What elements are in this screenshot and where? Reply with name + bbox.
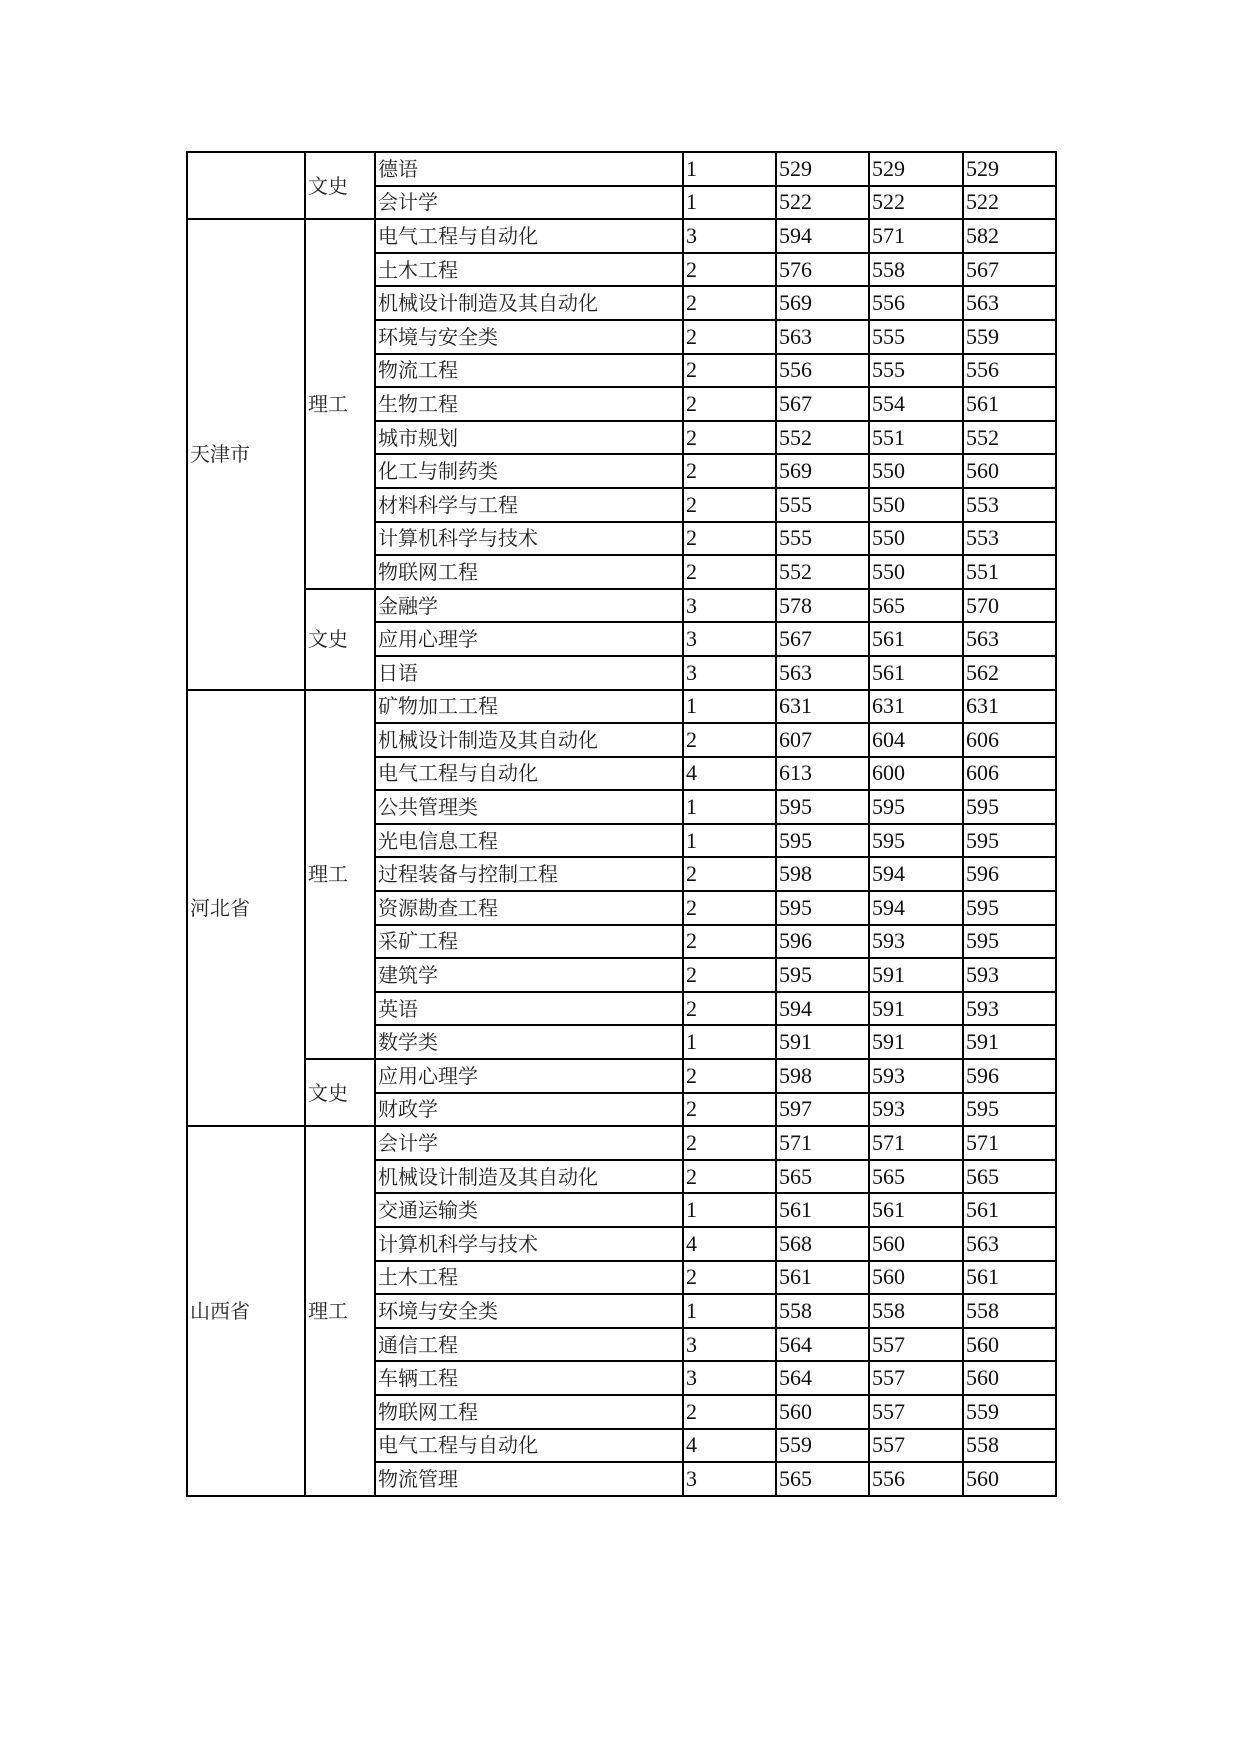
max-score-cell: 522	[776, 186, 869, 220]
subject-type-cell: 文史	[305, 589, 375, 690]
table-row	[187, 690, 1056, 724]
min-score-cell: 560	[869, 1227, 963, 1261]
avg-score-cell: 565	[963, 1160, 1056, 1194]
count-cell: 2	[683, 522, 776, 556]
major-cell: 化工与制药类	[375, 454, 683, 488]
major-cell: 城市规划	[375, 421, 683, 455]
major-cell: 金融学	[375, 589, 683, 623]
major-cell: 建筑学	[375, 958, 683, 992]
avg-score-cell: 522	[963, 186, 1056, 220]
major-cell: 材料科学与工程	[375, 488, 683, 522]
max-score-cell: 576	[776, 253, 869, 287]
min-score-cell: 557	[869, 1429, 963, 1463]
avg-score-cell: 561	[963, 387, 1056, 421]
avg-score-cell: 558	[963, 1294, 1056, 1328]
avg-score-cell: 560	[963, 1361, 1056, 1395]
count-cell: 2	[683, 958, 776, 992]
min-score-cell: 593	[869, 1093, 963, 1127]
avg-score-cell: 563	[963, 622, 1056, 656]
avg-score-cell: 567	[963, 253, 1056, 287]
avg-score-cell: 553	[963, 488, 1056, 522]
avg-score-cell: 560	[963, 1328, 1056, 1362]
count-cell: 2	[683, 992, 776, 1026]
min-score-cell: 529	[869, 152, 963, 186]
count-cell: 3	[683, 219, 776, 253]
avg-score-cell: 561	[963, 1193, 1056, 1227]
max-score-cell: 558	[776, 1294, 869, 1328]
major-cell: 英语	[375, 992, 683, 1026]
avg-score-cell: 562	[963, 656, 1056, 690]
major-cell: 土木工程	[375, 1261, 683, 1295]
min-score-cell: 550	[869, 454, 963, 488]
max-score-cell: 561	[776, 1193, 869, 1227]
min-score-cell: 591	[869, 1025, 963, 1059]
avg-score-cell: 596	[963, 1059, 1056, 1093]
min-score-cell: 550	[869, 555, 963, 589]
min-score-cell: 593	[869, 925, 963, 959]
major-cell: 资源勘查工程	[375, 891, 683, 925]
table-row	[187, 1126, 1056, 1160]
count-cell: 3	[683, 1361, 776, 1395]
max-score-cell: 569	[776, 454, 869, 488]
major-cell: 日语	[375, 656, 683, 690]
table-row	[187, 589, 1056, 623]
max-score-cell: 598	[776, 857, 869, 891]
max-score-cell: 571	[776, 1126, 869, 1160]
count-cell: 4	[683, 1429, 776, 1463]
major-cell: 物联网工程	[375, 555, 683, 589]
major-cell: 物流工程	[375, 354, 683, 388]
avg-score-cell: 560	[963, 1462, 1056, 1496]
avg-score-cell: 582	[963, 219, 1056, 253]
major-cell: 物联网工程	[375, 1395, 683, 1429]
count-cell: 1	[683, 790, 776, 824]
subject-type-cell: 文史	[305, 152, 375, 219]
avg-score-cell: 571	[963, 1126, 1056, 1160]
count-cell: 2	[683, 320, 776, 354]
avg-score-cell: 563	[963, 1227, 1056, 1261]
count-cell: 1	[683, 186, 776, 220]
count-cell: 2	[683, 454, 776, 488]
max-score-cell: 565	[776, 1462, 869, 1496]
max-score-cell: 568	[776, 1227, 869, 1261]
avg-score-cell: 595	[963, 1093, 1056, 1127]
major-cell: 计算机科学与技术	[375, 522, 683, 556]
avg-score-cell: 595	[963, 824, 1056, 858]
max-score-cell: 552	[776, 421, 869, 455]
min-score-cell: 631	[869, 690, 963, 724]
max-score-cell: 564	[776, 1361, 869, 1395]
major-cell: 财政学	[375, 1093, 683, 1127]
max-score-cell: 555	[776, 522, 869, 556]
min-score-cell: 556	[869, 1462, 963, 1496]
major-cell: 会计学	[375, 186, 683, 220]
count-cell: 2	[683, 1261, 776, 1295]
table-row	[187, 219, 1056, 253]
major-cell: 机械设计制造及其自动化	[375, 723, 683, 757]
count-cell: 2	[683, 1395, 776, 1429]
count-cell: 1	[683, 1193, 776, 1227]
major-cell: 电气工程与自动化	[375, 219, 683, 253]
avg-score-cell: 593	[963, 992, 1056, 1026]
count-cell: 2	[683, 555, 776, 589]
count-cell: 2	[683, 1160, 776, 1194]
max-score-cell: 563	[776, 656, 869, 690]
avg-score-cell: 595	[963, 891, 1056, 925]
min-score-cell: 604	[869, 723, 963, 757]
min-score-cell: 550	[869, 522, 963, 556]
count-cell: 3	[683, 1462, 776, 1496]
min-score-cell: 594	[869, 857, 963, 891]
min-score-cell: 594	[869, 891, 963, 925]
avg-score-cell: 551	[963, 555, 1056, 589]
min-score-cell: 557	[869, 1395, 963, 1429]
min-score-cell: 560	[869, 1261, 963, 1295]
max-score-cell: 596	[776, 925, 869, 959]
avg-score-cell: 529	[963, 152, 1056, 186]
min-score-cell: 565	[869, 1160, 963, 1194]
avg-score-cell: 606	[963, 723, 1056, 757]
avg-score-cell: 553	[963, 522, 1056, 556]
min-score-cell: 550	[869, 488, 963, 522]
max-score-cell: 598	[776, 1059, 869, 1093]
avg-score-cell: 559	[963, 1395, 1056, 1429]
major-cell: 应用心理学	[375, 1059, 683, 1093]
count-cell: 3	[683, 589, 776, 623]
min-score-cell: 557	[869, 1361, 963, 1395]
subject-type-cell: 理工	[305, 219, 375, 589]
avg-score-cell: 560	[963, 454, 1056, 488]
min-score-cell: 565	[869, 589, 963, 623]
count-cell: 2	[683, 857, 776, 891]
avg-score-cell: 591	[963, 1025, 1056, 1059]
count-cell: 2	[683, 286, 776, 320]
max-score-cell: 567	[776, 387, 869, 421]
count-cell: 1	[683, 1025, 776, 1059]
major-cell: 物流管理	[375, 1462, 683, 1496]
major-cell: 过程装备与控制工程	[375, 857, 683, 891]
min-score-cell: 593	[869, 1059, 963, 1093]
max-score-cell: 552	[776, 555, 869, 589]
max-score-cell: 555	[776, 488, 869, 522]
min-score-cell: 595	[869, 824, 963, 858]
max-score-cell: 561	[776, 1261, 869, 1295]
min-score-cell: 557	[869, 1328, 963, 1362]
min-score-cell: 555	[869, 354, 963, 388]
avg-score-cell: 559	[963, 320, 1056, 354]
major-cell: 环境与安全类	[375, 320, 683, 354]
min-score-cell: 595	[869, 790, 963, 824]
count-cell: 2	[683, 891, 776, 925]
avg-score-cell: 595	[963, 790, 1056, 824]
count-cell: 2	[683, 421, 776, 455]
min-score-cell: 561	[869, 1193, 963, 1227]
max-score-cell: 578	[776, 589, 869, 623]
count-cell: 1	[683, 824, 776, 858]
avg-score-cell: 606	[963, 757, 1056, 791]
count-cell: 2	[683, 488, 776, 522]
major-cell: 电气工程与自动化	[375, 1429, 683, 1463]
avg-score-cell: 558	[963, 1429, 1056, 1463]
count-cell: 3	[683, 622, 776, 656]
major-cell: 应用心理学	[375, 622, 683, 656]
min-score-cell: 571	[869, 1126, 963, 1160]
province-cell: 山西省	[187, 1126, 305, 1496]
count-cell: 2	[683, 354, 776, 388]
min-score-cell: 522	[869, 186, 963, 220]
max-score-cell: 631	[776, 690, 869, 724]
count-cell: 2	[683, 253, 776, 287]
max-score-cell: 559	[776, 1429, 869, 1463]
max-score-cell: 595	[776, 891, 869, 925]
min-score-cell: 561	[869, 622, 963, 656]
min-score-cell: 558	[869, 253, 963, 287]
major-cell: 电气工程与自动化	[375, 757, 683, 791]
min-score-cell: 591	[869, 992, 963, 1026]
max-score-cell: 595	[776, 790, 869, 824]
max-score-cell: 569	[776, 286, 869, 320]
province-cell: 河北省	[187, 690, 305, 1127]
min-score-cell: 554	[869, 387, 963, 421]
table-row	[187, 152, 1056, 186]
major-cell: 机械设计制造及其自动化	[375, 1160, 683, 1194]
major-cell: 车辆工程	[375, 1361, 683, 1395]
count-cell: 2	[683, 723, 776, 757]
major-cell: 土木工程	[375, 253, 683, 287]
admission-scores-table	[186, 151, 1057, 1497]
table-row	[187, 1059, 1056, 1093]
min-score-cell: 558	[869, 1294, 963, 1328]
avg-score-cell: 596	[963, 857, 1056, 891]
max-score-cell: 594	[776, 219, 869, 253]
min-score-cell: 571	[869, 219, 963, 253]
max-score-cell: 595	[776, 824, 869, 858]
major-cell: 通信工程	[375, 1328, 683, 1362]
max-score-cell: 567	[776, 622, 869, 656]
count-cell: 3	[683, 656, 776, 690]
max-score-cell: 591	[776, 1025, 869, 1059]
province-cell	[187, 152, 305, 219]
avg-score-cell: 561	[963, 1261, 1056, 1295]
major-cell: 交通运输类	[375, 1193, 683, 1227]
min-score-cell: 551	[869, 421, 963, 455]
max-score-cell: 594	[776, 992, 869, 1026]
avg-score-cell: 563	[963, 286, 1056, 320]
min-score-cell: 555	[869, 320, 963, 354]
major-cell: 光电信息工程	[375, 824, 683, 858]
max-score-cell: 613	[776, 757, 869, 791]
major-cell: 德语	[375, 152, 683, 186]
major-cell: 机械设计制造及其自动化	[375, 286, 683, 320]
avg-score-cell: 631	[963, 690, 1056, 724]
avg-score-cell: 570	[963, 589, 1056, 623]
count-cell: 4	[683, 1227, 776, 1261]
max-score-cell: 529	[776, 152, 869, 186]
province-cell: 天津市	[187, 219, 305, 689]
major-cell: 采矿工程	[375, 925, 683, 959]
count-cell: 2	[683, 387, 776, 421]
avg-score-cell: 593	[963, 958, 1056, 992]
max-score-cell: 565	[776, 1160, 869, 1194]
table-body	[187, 152, 1056, 1496]
avg-score-cell: 556	[963, 354, 1056, 388]
count-cell: 4	[683, 757, 776, 791]
min-score-cell: 591	[869, 958, 963, 992]
major-cell: 公共管理类	[375, 790, 683, 824]
max-score-cell: 556	[776, 354, 869, 388]
count-cell: 1	[683, 152, 776, 186]
max-score-cell: 560	[776, 1395, 869, 1429]
subject-type-cell: 理工	[305, 1126, 375, 1496]
max-score-cell: 607	[776, 723, 869, 757]
max-score-cell: 564	[776, 1328, 869, 1362]
count-cell: 1	[683, 690, 776, 724]
subject-type-cell: 理工	[305, 690, 375, 1060]
min-score-cell: 600	[869, 757, 963, 791]
max-score-cell: 563	[776, 320, 869, 354]
min-score-cell: 556	[869, 286, 963, 320]
subject-type-cell: 文史	[305, 1059, 375, 1126]
count-cell: 2	[683, 1093, 776, 1127]
count-cell: 2	[683, 1059, 776, 1093]
major-cell: 计算机科学与技术	[375, 1227, 683, 1261]
avg-score-cell: 595	[963, 925, 1056, 959]
major-cell: 环境与安全类	[375, 1294, 683, 1328]
count-cell: 3	[683, 1328, 776, 1362]
major-cell: 数学类	[375, 1025, 683, 1059]
count-cell: 1	[683, 1294, 776, 1328]
avg-score-cell: 552	[963, 421, 1056, 455]
max-score-cell: 595	[776, 958, 869, 992]
count-cell: 2	[683, 1126, 776, 1160]
min-score-cell: 561	[869, 656, 963, 690]
major-cell: 矿物加工工程	[375, 690, 683, 724]
major-cell: 会计学	[375, 1126, 683, 1160]
major-cell: 生物工程	[375, 387, 683, 421]
count-cell: 2	[683, 925, 776, 959]
max-score-cell: 597	[776, 1093, 869, 1127]
